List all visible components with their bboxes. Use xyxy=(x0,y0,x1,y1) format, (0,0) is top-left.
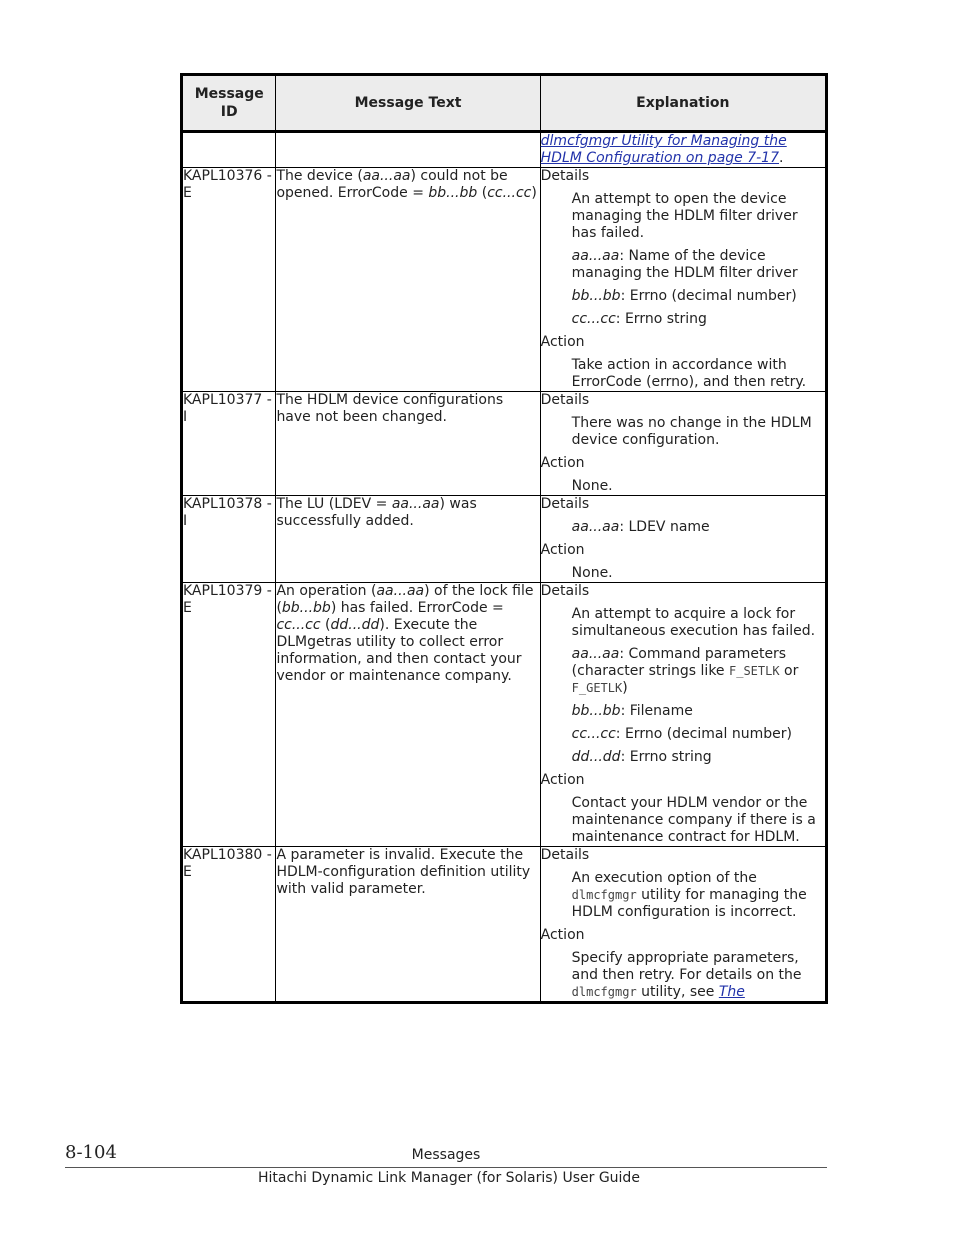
action-label: Action xyxy=(540,772,585,788)
message-text: The HDLM device configurations have not been changed. xyxy=(276,392,540,496)
action-item: Take action in accordance with ErrorCode (errno), and then retry. xyxy=(571,357,807,390)
message-id: KAPL10377 -I xyxy=(182,392,276,496)
table-header-row xyxy=(182,75,827,132)
explanation xyxy=(540,496,826,583)
explanation xyxy=(540,583,826,847)
detail-item: cc...cc: Errno string xyxy=(571,311,707,327)
details-label: Details xyxy=(540,583,590,599)
continuation-row xyxy=(182,132,827,168)
utility-reference-link[interactable]: dlmcfgmgr Utility for Managing the HDLM Configuration on page 7-17 xyxy=(540,133,787,166)
detail-item: An attempt to acquire a lock for simultaneous execution has failed. xyxy=(571,606,816,639)
message-text: The LU (LDEV = aa...aa) was successfully added. xyxy=(276,496,540,583)
table-row xyxy=(182,847,827,1003)
action-label: Action xyxy=(540,927,585,943)
action-label: Action xyxy=(540,334,585,350)
detail-item: bb...bb: Errno (decimal number) xyxy=(571,288,797,304)
table-row xyxy=(182,496,827,583)
detail-item: aa...aa: LDEV name xyxy=(571,519,710,535)
table-row xyxy=(182,583,827,847)
explanation xyxy=(540,392,826,496)
page-number: 8-104 xyxy=(65,1142,117,1163)
message-table xyxy=(180,73,828,1004)
message-id: KAPL10380 -E xyxy=(182,847,276,1003)
footer-guide-title: Hitachi Dynamic Link Manager (for Solaris) User Guide xyxy=(258,1170,640,1186)
details-label: Details xyxy=(540,168,590,184)
message-text: A parameter is invalid. Execute the HDLM-configuration definition utility with valid parameter. xyxy=(276,847,540,1003)
explanation xyxy=(540,847,826,1003)
action-item: None. xyxy=(571,565,613,581)
message-id: KAPL10379 -E xyxy=(182,583,276,847)
detail-item: aa...aa: Command parameters (character strings like F_SETLK or F_GETLK) xyxy=(571,646,799,696)
action-item: Specify appropriate parameters, and then retry. For details on the dlmcfgmgr utility, see The xyxy=(571,950,802,1000)
detail-item: An attempt to open the device managing the HDLM filter driver has failed. xyxy=(571,191,798,241)
explanation xyxy=(540,168,826,392)
details-label: Details xyxy=(540,847,590,863)
table-row xyxy=(182,168,827,392)
action-item: Contact your HDLM vendor or the maintenance company if there is a maintenance contract for HDLM. xyxy=(571,795,816,845)
action-item: None. xyxy=(571,478,613,494)
message-text: An operation (aa...aa) of the lock file (bb...bb) has failed. ErrorCode = cc...cc (dd...dd). Execute the DLMgetras utility to collect error information, and then contact your vendor or maintenance company. xyxy=(276,583,540,847)
action-label: Action xyxy=(540,455,585,471)
message-text: The device (aa...aa) could not be opened. ErrorCode = bb...bb (cc...cc) xyxy=(276,168,540,392)
message-id: KAPL10378 -I xyxy=(182,496,276,583)
detail-item: cc...cc: Errno (decimal number) xyxy=(571,726,792,742)
detail-item: An execution option of the dlmcfgmgr utility for managing the HDLM configuration is incorrect. xyxy=(571,870,807,920)
detail-item: There was no change in the HDLM device configuration. xyxy=(571,415,812,448)
continuation-cell: dlmcfgmgr Utility for Managing the HDLM Configuration on page 7-17. xyxy=(540,132,826,168)
detail-item: dd...dd: Errno string xyxy=(571,749,712,765)
details-label: Details xyxy=(540,392,590,408)
details-label: Details xyxy=(540,496,590,512)
message-id: KAPL10376 -E xyxy=(182,168,276,392)
footer-section-title: Messages xyxy=(411,1147,481,1163)
reference-link[interactable]: The xyxy=(718,984,745,1000)
header-message-id: Message ID xyxy=(182,75,276,132)
detail-item: aa...aa: Name of the device managing the HDLM filter driver xyxy=(571,248,798,281)
footer-divider xyxy=(65,1167,827,1168)
header-message-text: Message Text xyxy=(276,75,540,132)
action-label: Action xyxy=(540,542,585,558)
header-explanation: Explanation xyxy=(540,75,826,132)
table-row xyxy=(182,392,827,496)
detail-item: bb...bb: Filename xyxy=(571,703,693,719)
